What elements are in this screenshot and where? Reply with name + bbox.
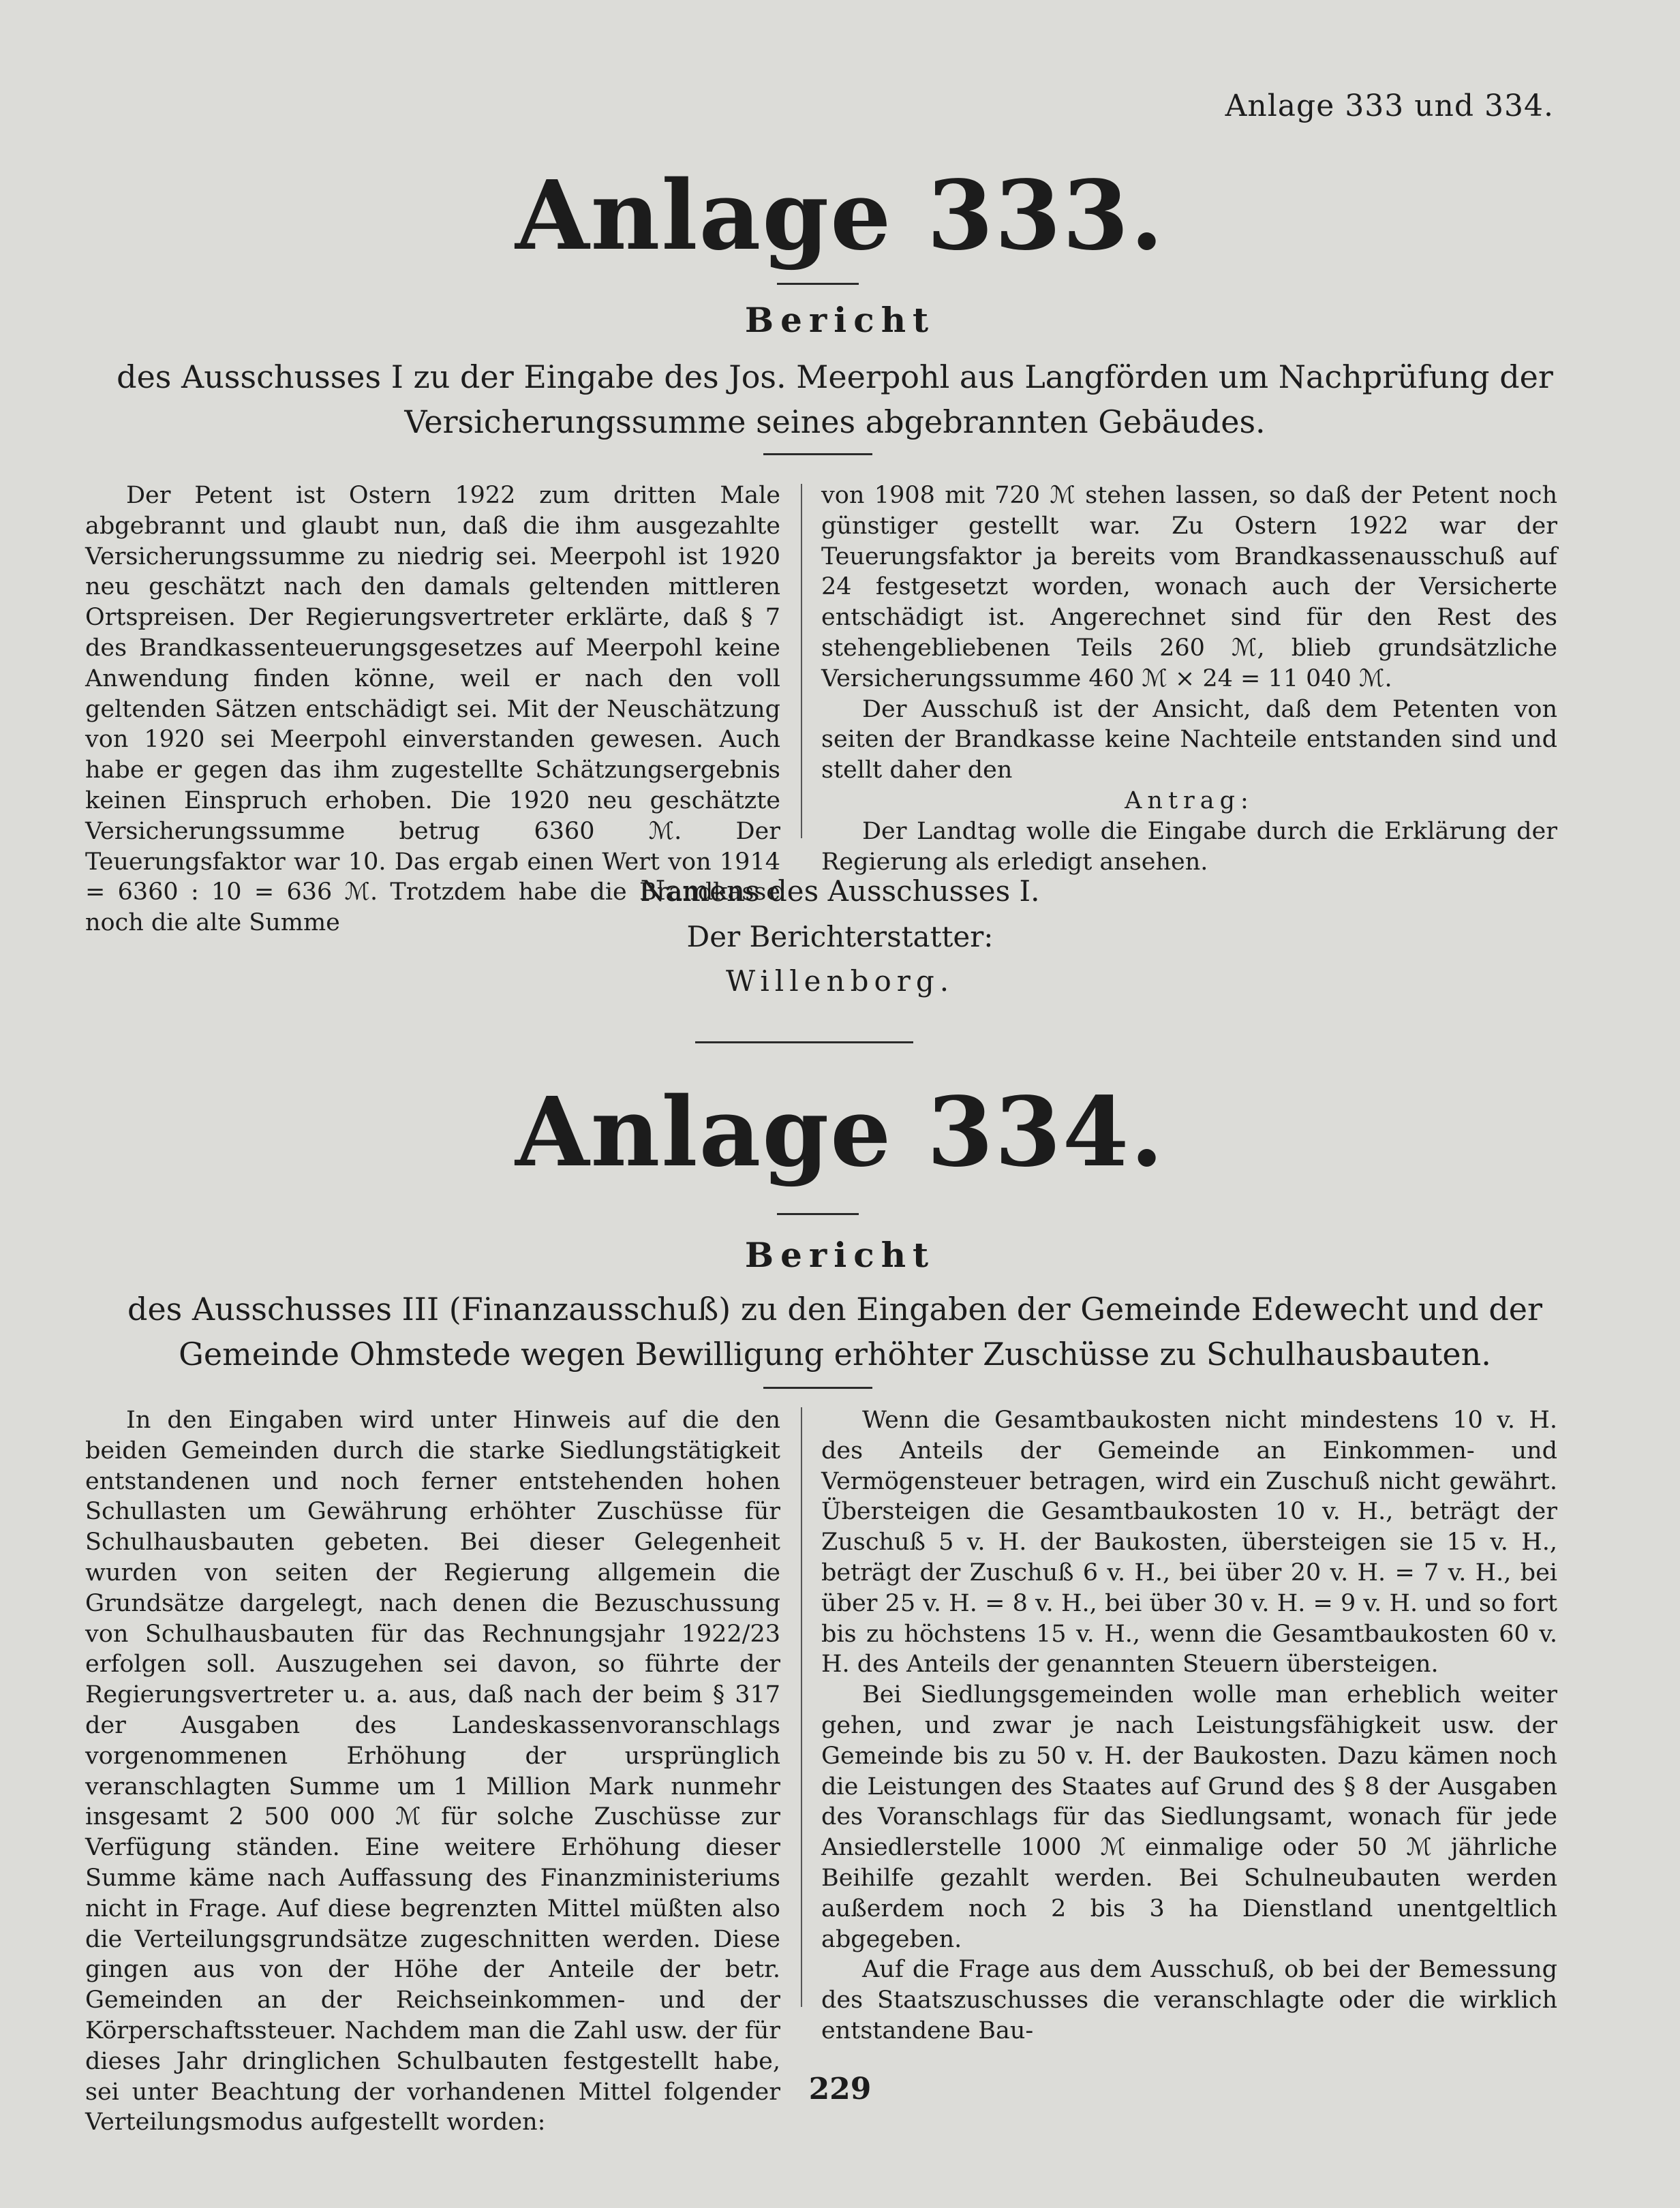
signature-name: Willenborg. bbox=[725, 964, 955, 998]
page-number: 229 bbox=[808, 2072, 872, 2106]
running-head: Anlage 333 und 334. bbox=[1225, 89, 1554, 123]
anlage-333-title: Anlage 333. bbox=[515, 160, 1165, 272]
title-rule-333 bbox=[777, 283, 859, 285]
antrag-text: Der Landtag wolle die Eingabe durch die Erklärung der Regierung als erledigt ansehen. bbox=[821, 817, 1557, 876]
anlage-333-left-column bbox=[85, 480, 780, 938]
anlage-333-right-column bbox=[821, 480, 1557, 877]
paragraph: Auf die Frage aus dem Ausschuß, ob bei der Bemessung des Staatszuschusses die veranschlagte oder die wirklich entstandene Bau- bbox=[821, 1956, 1557, 2044]
paragraph: von 1908 mit 720 ℳ stehen lassen, so daß der Petent noch günstiger gestellt war. Zu Ostern 1922 war der Teuerungsfaktor ja bereits vom Brandkassenausschuß auf 24 festgesetzt worden, wonach auch der Versicherte entschädigt ist. Angerechnet sind für den Rest des stehengebliebenen Teils 260 ℳ, blieb grundsätzliche Versicherungssumme 460 ℳ × 24 = 11 040 ℳ. bbox=[821, 482, 1557, 692]
column-divider-334 bbox=[801, 1407, 802, 2007]
bericht-heading-333: Bericht bbox=[744, 300, 936, 340]
anlage-334-right-column bbox=[821, 1405, 1557, 2046]
paragraph: Der Petent ist Ostern 1922 zum dritten Male abgebrannt und glaubt nun, daß die ihm ausgezahlte Versicherungssumme zu niedrig sei. Meerpohl ist 1920 neu geschätzt nach den damals geltenden mittleren Ortspreisen. Der Regierungsvertreter erklärte, daß § 7 des Brandkassenteuerungsgesetzes auf Meerpohl keine Anwendung finden könne, weil er nach den voll geltenden Sätzen entschädigt sei. Mit der Neuschätzung von 1920 sei Meerpohl einverstanden gewesen. Auch habe er gegen das ihm zugestellte Schätzungsergebnis keinen Einspruch erhoben. Die 1920 neu geschätzte Versicherungssumme betrug 6360 ℳ. Der Teuerungsfaktor war 10. Das ergab einen Wert von 1914 = 6360 : 10 = 636 ℳ. Trotzdem habe die Brandkasse noch die alte Summe bbox=[85, 482, 780, 937]
antrag-label: Antrag: bbox=[1125, 786, 1254, 814]
signature-committee: Namens des Ausschusses I. bbox=[640, 874, 1040, 908]
paragraph: Bei Siedlungsgemeinden wolle man erheblich weiter gehen, und zwar je nach Leistungsfähigkeit usw. der Gemeinde bis zu 50 v. H. der Baukosten. Dazu kämen noch die Leistungen des Staates auf Grund des § 8 der Ausgaben des Voranschlags für das Siedlungsamt, wonach für jede Ansiedlerstelle 1000 ℳ einmalige oder 50 ℳ jährliche Beihilfe gezahlt werden. Bei Schulneubauten werden außerdem noch 2 bis 3 ha Dienstland unentgeltlich abgegeben. bbox=[821, 1681, 1557, 1953]
column-divider-333 bbox=[801, 484, 802, 838]
bericht-heading-334: Bericht bbox=[744, 1235, 936, 1275]
paragraph: Der Ausschuß ist der Ansicht, daß dem Petenten von seiten der Brandkasse keine Nachteile entstanden sind und stellt daher den bbox=[821, 695, 1557, 784]
anlage-334-title: Anlage 334. bbox=[515, 1077, 1165, 1189]
paragraph: Wenn die Gesamtbaukosten nicht mindestens 10 v. H. des Anteils der Gemeinde an Einkommen- und Vermögensteuer betragen, wird ein Zuschuß nicht gewährt. Übersteigen die Gesamtbaukosten 10 v. H., beträgt der Zuschuß 5 v. H. der Baukosten, übersteigen sie 15 v. H., beträgt der Zuschuß 6 v. H., bei über 20 v. H. = 7 v. H., bei über 25 v. H. = 8 v. H., bei über 30 v. H. = 9 v. H. und so fort bis zu höchstens 15 v. H., wenn die Gesamtbaukosten 60 v. H. des Anteils der genannten Steuern übersteigen. bbox=[821, 1407, 1557, 1678]
subtitle-333: des Ausschusses I zu der Eingabe des Jos. Meerpohl aus Langförden um Nachprüfung der Versicherungssumme seines abgebrannten Gebäudes. bbox=[117, 358, 1553, 440]
title-rule-334 bbox=[777, 1213, 859, 1215]
signature-role: Der Berichterstatter: bbox=[686, 920, 994, 953]
subtitle-334: des Ausschusses III (Finanzausschuß) zu den Eingaben der Gemeinde Edewecht und der Gemeinde Ohmstede wegen Bewilligung erhöhter Zuschüsse zu Schulhausbauten. bbox=[127, 1291, 1542, 1373]
section-separator bbox=[695, 1041, 913, 1043]
subtitle-rule-334 bbox=[763, 1387, 872, 1389]
subtitle-rule-333 bbox=[763, 453, 872, 455]
paragraph: In den Eingaben wird unter Hinweis auf die den beiden Gemeinden durch die starke Siedlungstätigkeit entstandenen und noch ferner entstehenden hohen Schullasten um Gewährung erhöhter Zuschüsse für Schulhausbauten gebeten. Bei dieser Gelegenheit wurden von seiten der Regierung allgemein die Grundsätze dargelegt, nach denen die Bezuschussung von Schulhausbauten für das Rechnungsjahr 1922/23 erfolgen soll. Auszugehen sei davon, so führte der Regierungsvertreter u. a. aus, daß nach der beim § 317 der Ausgaben des Landeskassenvoranschlags vorgenommenen Erhöhung der ursprünglich veranschlagten Summe um 1 Million Mark nunmehr insgesamt 2 500 000 ℳ für solche Zuschüsse zur Verfügung ständen. Eine weitere Erhöhung dieser Summe käme nach Auffassung des Finanzministeriums nicht in Frage. Auf diese begrenzten Mittel müßten also die Verteilungsgrundsätze zugeschnitten werden. Diese gingen aus von der Höhe der Anteile der betr. Gemeinden an der Reichseinkommen- und der Körperschaftssteuer. Nachdem man die Zahl usw. der für dieses Jahr dringlichen Schulbauten festgestellt habe, sei unter Beachtung der vorhandenen Mittel folgender Verteilungsmodus aufgestellt worden: bbox=[85, 1407, 780, 2136]
anlage-334-left-column bbox=[85, 1405, 780, 2138]
